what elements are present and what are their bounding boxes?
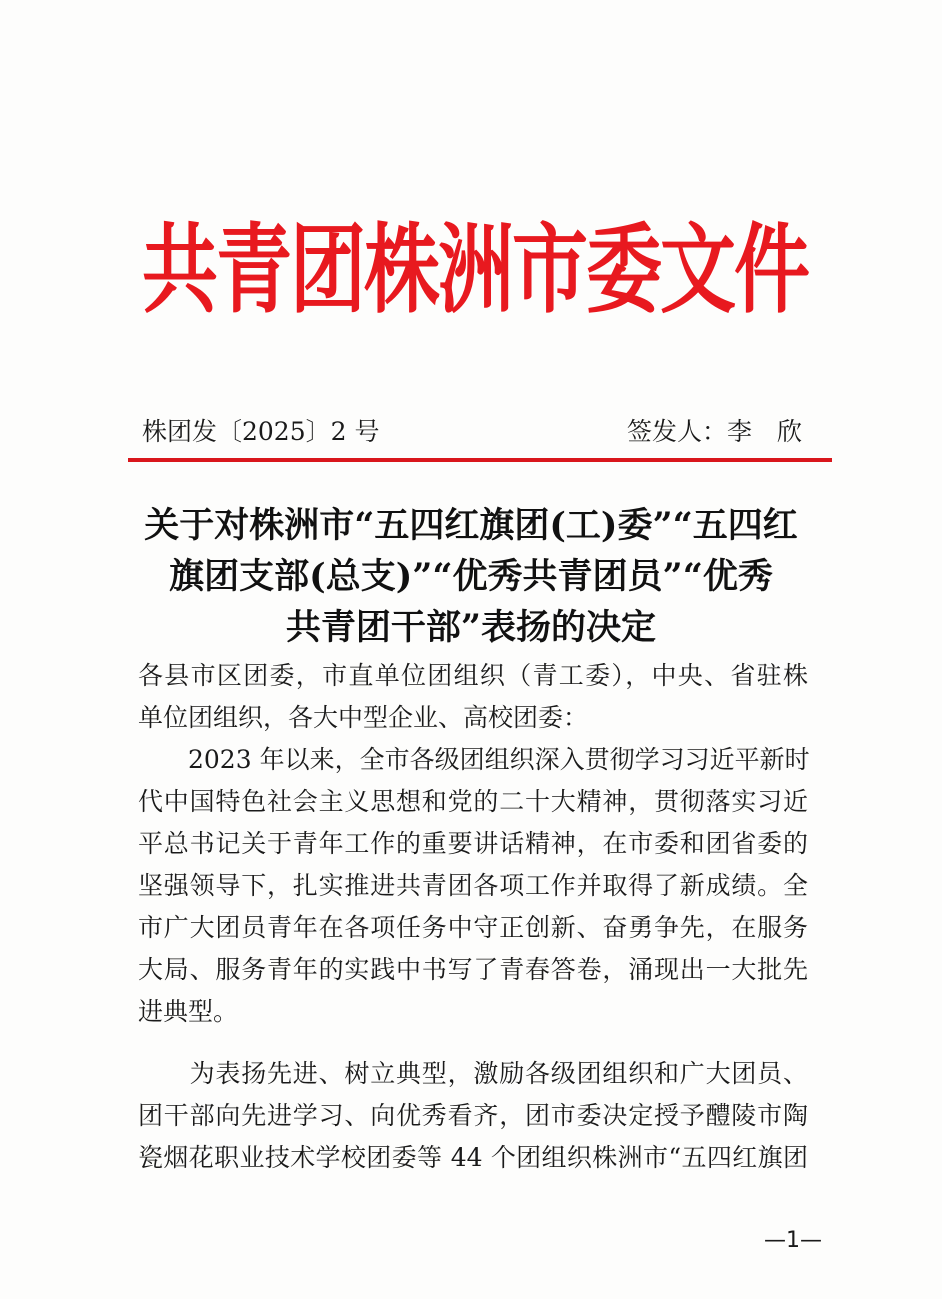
paragraph-line: 平总书记关于青年工作的重要讲话精神，在市委和团省委的: [138, 829, 808, 858]
paragraph-line: 为表扬先进、树立典型，激励各级团组织和广大团员、: [138, 1059, 808, 1088]
paragraph-line: 团干部向先进学习、向优秀看齐，团市委决定授予醴陵市陶: [138, 1101, 808, 1130]
masthead-title: 共青团株洲市委文件: [142, 212, 808, 327]
paragraph-line: 市广大团员青年在各项任务中守正创新、奋勇争先，在服务: [138, 913, 808, 942]
paragraph-line: 2023 年以来，全市各级团组织深入贯彻学习习近平新时: [138, 745, 810, 774]
title-line: 旗团支部(总支)”“优秀共青团员”“优秀: [169, 556, 773, 597]
paragraph-line: 进典型。: [138, 997, 239, 1026]
page-number: —1—: [764, 1228, 822, 1253]
paragraph-line: 代中国特色社会主义思想和党的二十大精神，贯彻落实习近: [138, 787, 808, 816]
paragraph-line: 瓷烟花职业技术学校团委等 44 个团组织株洲市“五四红旗团: [138, 1143, 808, 1172]
document-body: [138, 655, 808, 1179]
document-number: 株团发〔2025〕2 号: [142, 417, 380, 446]
paragraph-line: 坚强领导下，扎实推进共青团各项工作并取得了新成绩。全: [138, 871, 808, 900]
red-divider-line: [128, 458, 832, 462]
title-line: 关于对株洲市“五四红旗团(工)委”“五四红: [144, 505, 798, 546]
title-line: 共青团干部”表扬的决定: [285, 607, 657, 648]
addressee-line: 单位团组织，各大中型企业、高校团委：: [138, 703, 589, 732]
addressee-line: 各县市区团委，市直单位团组织（青工委），中央、省驻株: [138, 661, 808, 690]
document-title: [120, 500, 822, 653]
paragraph-gap: [138, 1033, 808, 1053]
paragraph-line: 大局、服务青年的实践中书写了青春答卷，涌现出一大批先: [138, 955, 808, 984]
issuer-signature: 签发人：李 欣: [626, 417, 802, 446]
